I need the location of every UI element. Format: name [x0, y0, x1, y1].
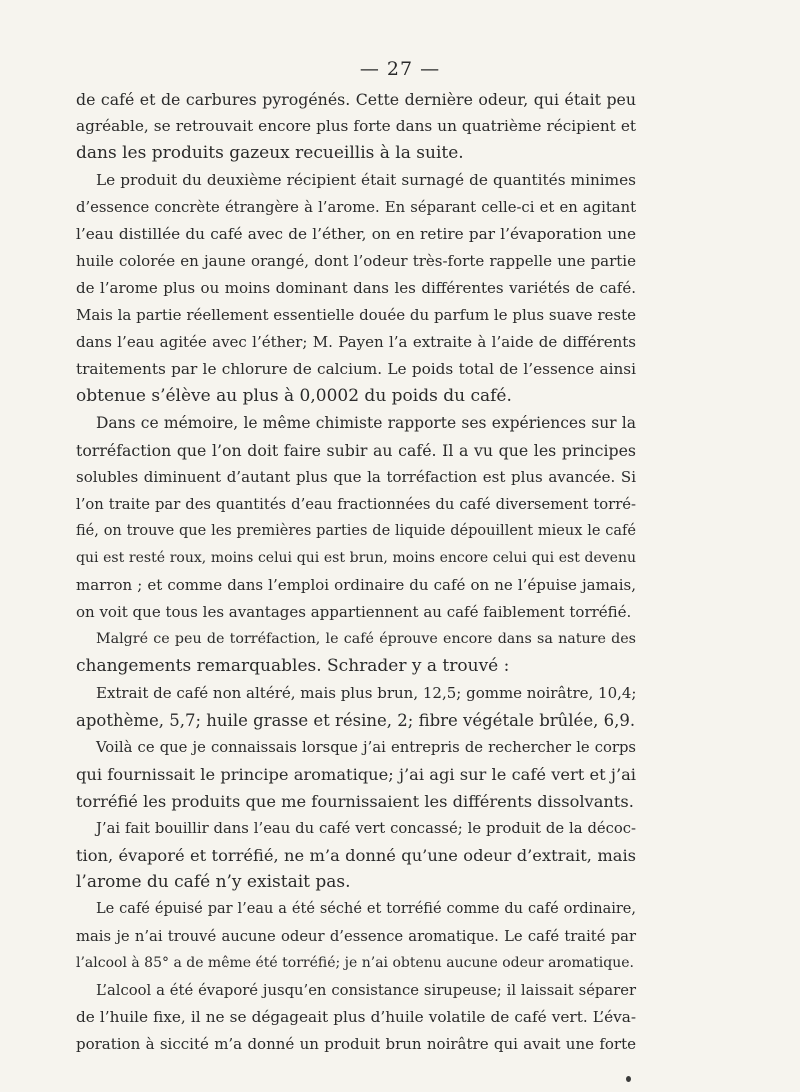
text-line: on voit que tous les avantages appartiennent au café faiblement torréfié.	[76, 603, 632, 621]
text-line: l’on traite par des quantités d’eau fractionnées du café diversement torré-	[76, 496, 636, 513]
text-line: tion, évaporé et torréfié, ne m’a donné qu’une odeur d’extrait, mais	[76, 846, 636, 865]
text-line: de l’arome plus ou moins dominant dans les différentes variétés de café.	[76, 279, 636, 297]
text-line: de café et de carbures pyrogénés. Cette dernière odeur, qui était peu	[76, 90, 636, 109]
body-text	[76, 86, 636, 1058]
text-line: qui fournissait le principe aromatique; j’ai agi sur le café vert et j’ai	[76, 765, 636, 784]
text-line: dans l’eau agitée avec l’éther; M. Payen l’a extraite à l’aide de différents	[76, 333, 636, 351]
text-line: torréfié les produits que me fournissaient les différents dissolvants.	[76, 792, 634, 811]
text-line: huile colorée en jaune orangé, dont l’odeur très-forte rappelle une partie	[76, 252, 636, 270]
text-line: J’ai fait bouillir dans l’eau du café vert concassé; le produit de la décoc-	[96, 820, 636, 837]
text-line: dans les produits gazeux recueillis à la suite.	[76, 143, 464, 163]
page-number: — 27 —	[359, 58, 441, 80]
text-line: l’arome du café n’y existait pas.	[76, 872, 351, 892]
text-line: Malgré ce peu de torréfaction, le café éprouve encore dans sa nature des	[96, 631, 636, 647]
text-line: fié, on trouve que les premières parties de liquide dépouillent mieux le café	[76, 523, 636, 539]
text-line: torréfaction que l’on doit faire subir au café. Il a vu que les principes	[76, 441, 636, 460]
text-line: apothème, 5,7; huile grasse et résine, 2; fibre végétale brûlée, 6,9.	[76, 711, 636, 730]
text-line: l’alcool à 85° a de même été torréfié; je n’ai obtenu aucune odeur aromatique.	[76, 955, 634, 971]
text-line: Le produit du deuxième récipient était surnagé de quantités minimes	[96, 171, 636, 189]
text-line: Mais la partie réellement essentielle douée du parfum le plus suave reste	[76, 306, 636, 324]
text-line: poration à siccité m’a donné un produit brun noirâtre qui avait une forte	[76, 1035, 636, 1053]
text-line: Extrait de café non altéré, mais plus brun, 12,5; gomme noirâtre, 10,4;	[96, 684, 637, 702]
text-line: obtenue s’élève au plus à 0,0002 du poids du café.	[76, 386, 512, 406]
text-line: d’essence concrète étrangère à l’arome. En séparant celle-ci et en agitant	[76, 199, 636, 216]
text-line: qui est resté roux, moins celui qui est brun, moins encore celui qui est devenu	[76, 550, 636, 566]
text-line: agréable, se retrouvait encore plus forte dans un quatrième récipient et	[76, 117, 636, 135]
text-line: L’alcool a été évaporé jusqu’en consistance sirupeuse; il laissait séparer	[96, 982, 636, 999]
text-line: Dans ce mémoire, le même chimiste rapporte ses expériences sur la	[96, 414, 636, 432]
text-line: traitements par le chlorure de calcium. Le poids total de l’essence ainsi	[76, 360, 636, 378]
text-line: mais je n’ai trouvé aucune odeur d’essence aromatique. Le café traité par	[76, 928, 636, 945]
text-line: Le café épuisé par l’eau a été séché et torréfié comme du café ordinaire,	[96, 901, 636, 917]
text-line: Voilà ce que je connaissais lorsque j’ai entrepris de rechercher le corps	[96, 739, 636, 756]
ink-speck	[626, 1076, 631, 1082]
text-line: changements remarquables. Schrader y a trouvé :	[76, 656, 510, 676]
text-line: l’eau distillée du café avec de l’éther, on en retire par l’évaporation une	[76, 225, 636, 243]
text-line: solubles diminuent d’autant plus que la torréfaction est plus avancée. Si	[76, 468, 636, 486]
text-line: marron ; et comme dans l’emploi ordinaire du café on ne l’épuise jamais,	[76, 576, 636, 594]
text-line: de l’huile fixe, il ne se dégageait plus d’huile volatile de café vert. L’éva-	[76, 1008, 636, 1026]
